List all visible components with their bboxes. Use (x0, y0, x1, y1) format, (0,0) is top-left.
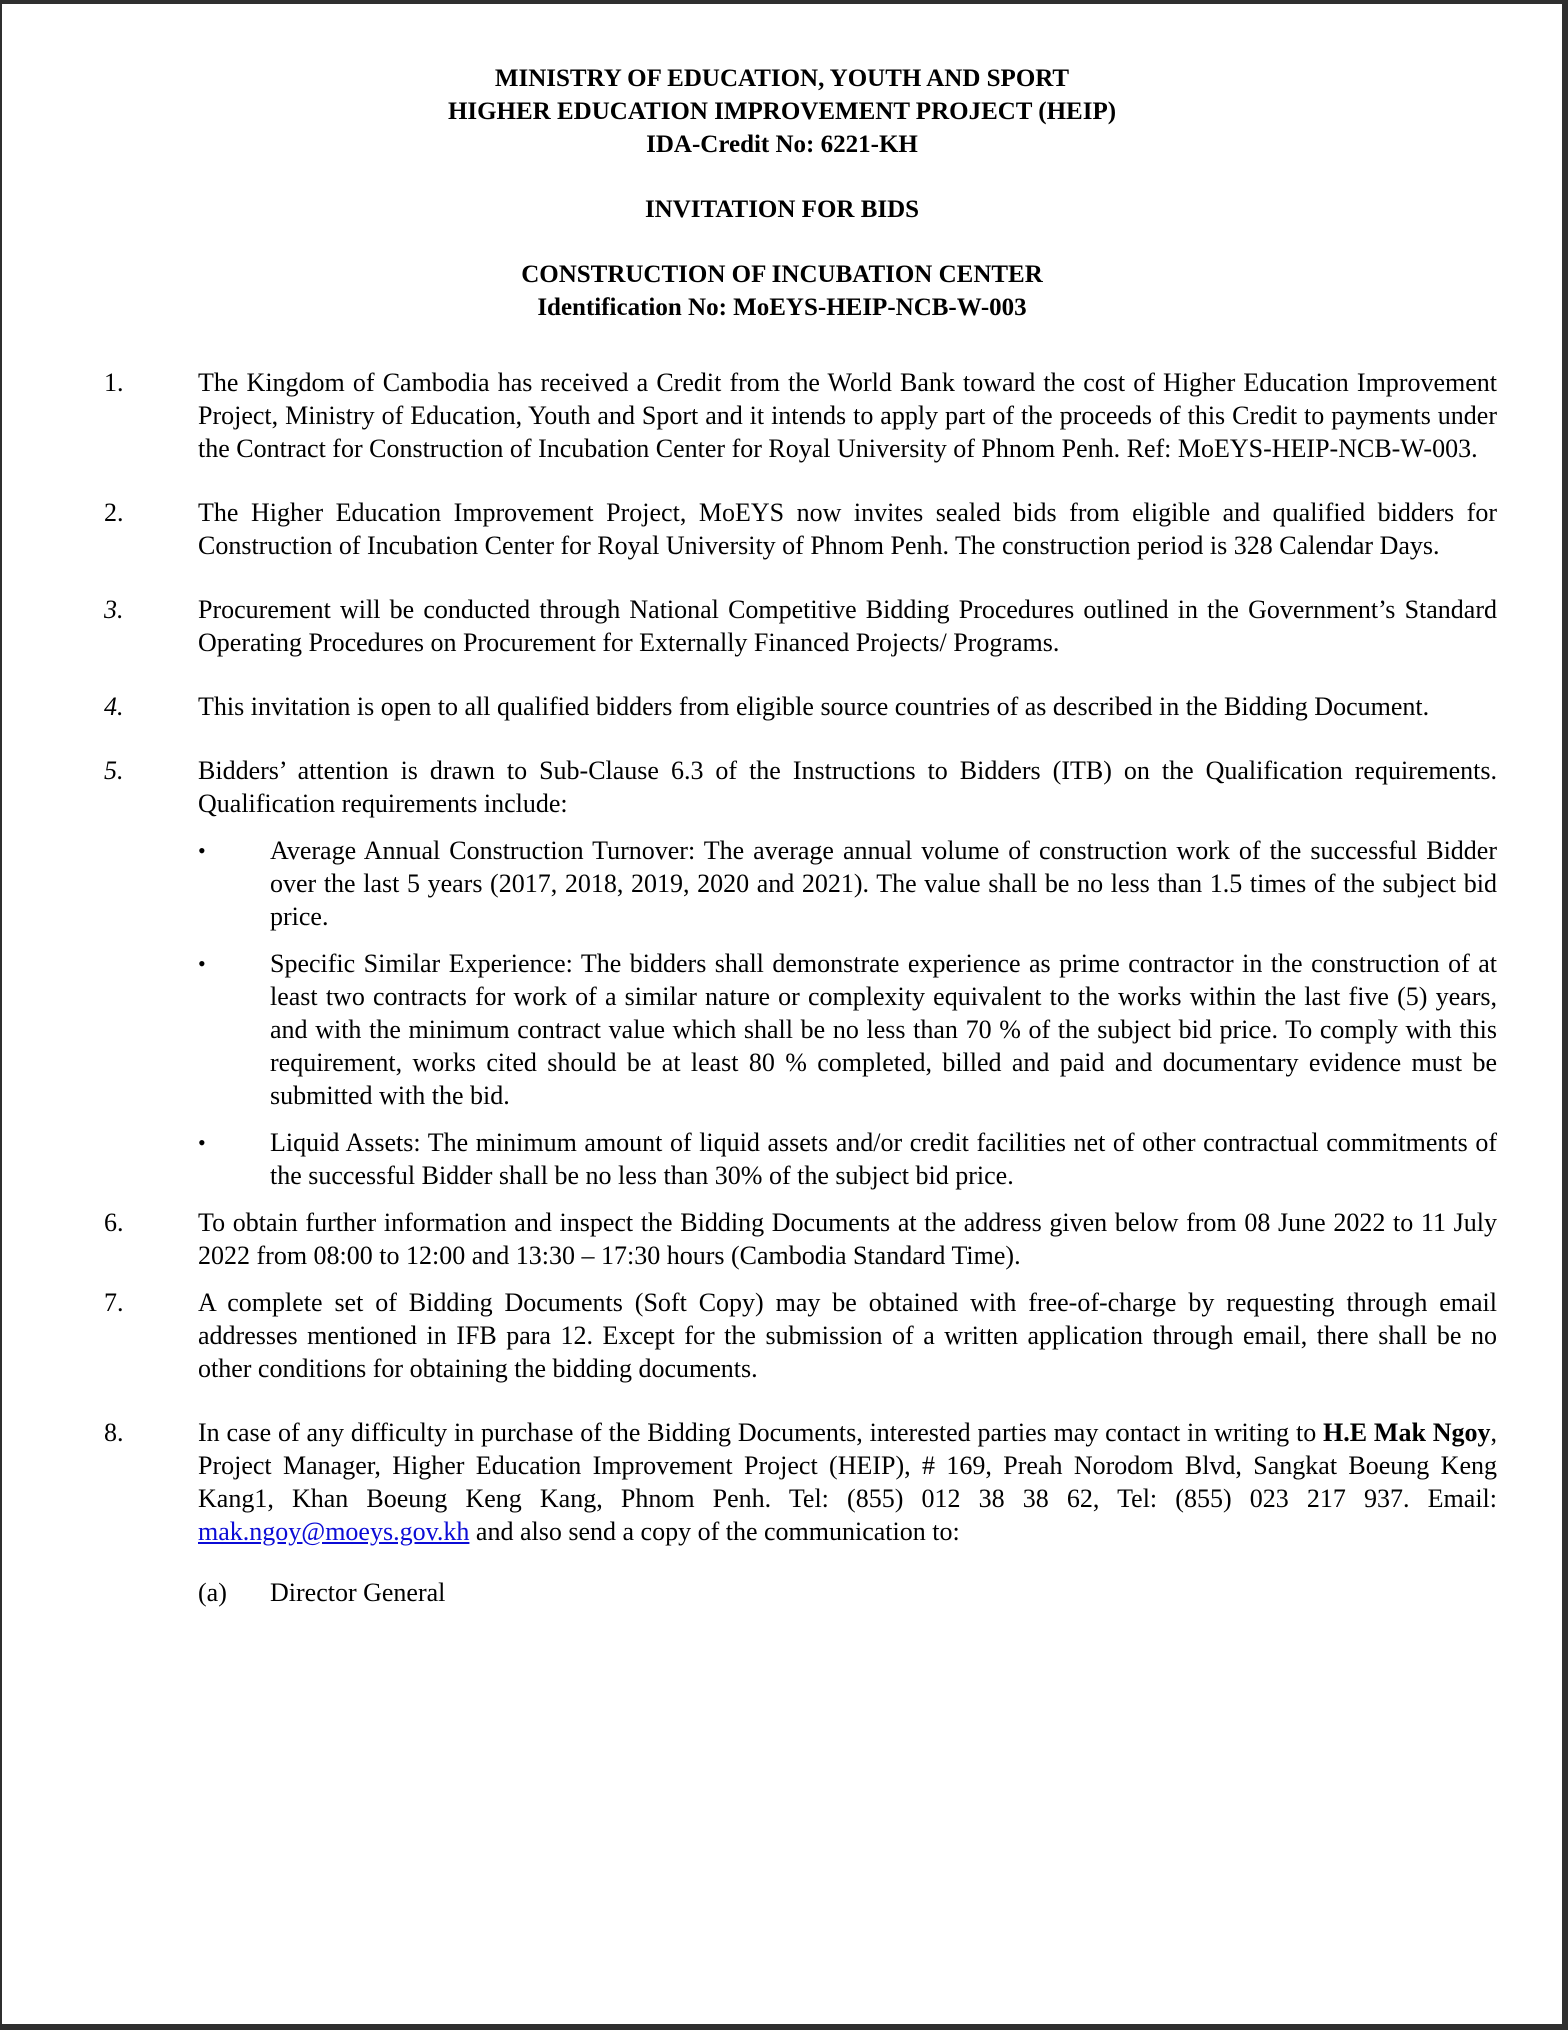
paragraph-number: 4. (104, 692, 124, 721)
paragraph-number: 1. (104, 368, 124, 397)
paragraph-text: Bidders’ attention is drawn to Sub-Clause 6.3 of the Instructions to Bidders (ITB) on the Qualification requirements. Qualification requirements include: (198, 756, 1497, 818)
paragraph-3 (104, 593, 1497, 659)
ministry-name: MINISTRY OF EDUCATION, YOUTH AND SPORT (494, 65, 1070, 92)
paragraph-text: This invitation is open to all qualified bidders from eligible source countries of as described in the Bidding Document. (198, 692, 1430, 721)
qualification-text: Average Annual Construction Turnover: The average annual volume of construction work of the successful Bidder over the last 5 years (2017, 2018, 2019, 2020 and 2021). The value shall be no less than 1.5 times of the subject bid price. (270, 836, 1497, 931)
paragraph-5 (104, 754, 1497, 1192)
contact-intro: In case of any difficulty in purchase of the Bidding Documents, interested parties may contact in writing to (198, 1418, 1324, 1447)
paragraph-8 (104, 1416, 1497, 1609)
paragraph-text: Procurement will be conducted through National Competitive Bidding Procedures outlined in the Government’s Standard Operating Procedures on Procurement for Externally Financed Projects/ Programs. (198, 595, 1497, 657)
paragraph-text: To obtain further information and inspect the Bidding Documents at the address given below from 08 June 2022 to 11 July 2022 from 08:00 to 12:00 and 13:30 – 17:30 hours (Cambodia Standard Time). (198, 1208, 1497, 1270)
sub-item-marker: (a) (198, 1578, 227, 1607)
contract-subject: CONSTRUCTION OF INCUBATION CENTER (521, 261, 1043, 288)
paragraph-number: 5. (104, 756, 124, 785)
paragraph-text (198, 1416, 1497, 1548)
paragraph-7 (104, 1286, 1497, 1385)
paragraph-text: A complete set of Bidding Documents (Soft Copy) may be obtained with free-of-charge by requesting through email addresses mentioned in IFB para 12. Except for the submission of a written application through email, there shall be no other conditions for obtaining the bidding documents. (198, 1288, 1497, 1383)
paragraph-number: 8. (104, 1418, 124, 1447)
paragraph-text: The Kingdom of Cambodia has received a Credit from the World Bank toward the cost of Higher Education Improvement Project, Ministry of Education, Youth and Sport and it intends to apply part of the proceeds of this Credit to payments under the Contract for Construction of Incubation Center for Royal University of Phnom Penh. Ref: MoEYS-HEIP-NCB-W-003. (198, 368, 1497, 463)
paragraph-1 (104, 366, 1497, 465)
copy-recipient-item (198, 1576, 1497, 1609)
qualification-item (198, 1126, 1497, 1192)
document-page (2, 4, 1562, 2024)
paragraph-2 (104, 496, 1497, 562)
contact-details: , Project Manager, Higher Education Improvement Project (HEIP), # 169, Preah Norodom Blvd, Sangkat Boeung Keng Kang1, Khan Boeung Keng Kang, Phnom Penh. Tel: (855) 012 38 38 62, Tel: (855) 023 217 937. Email: (198, 1418, 1497, 1513)
contact-outro: and also send a copy of the communication to: (469, 1517, 960, 1546)
qualification-item (198, 947, 1497, 1112)
bullet-icon: • (198, 951, 206, 976)
document-body (104, 366, 1497, 1609)
paragraph-6 (104, 1206, 1497, 1272)
bullet-icon: • (198, 1130, 206, 1155)
paragraph-text: The Higher Education Improvement Project, MoEYS now invites sealed bids from eligible and qualified bidders for Construction of Incubation Center for Royal University of Phnom Penh. The construction period is 328 Calendar Days. (198, 498, 1497, 560)
project-name: HIGHER EDUCATION IMPROVEMENT PROJECT (HEIP) (447, 98, 1117, 125)
paragraph-number: 2. (104, 498, 124, 527)
paragraph-number: 6. (104, 1208, 124, 1237)
paragraph-4 (104, 690, 1497, 723)
qualification-text: Specific Similar Experience: The bidders shall demonstrate experience as prime contractor in the construction of at least two contracts for work of a similar nature or complexity equivalent to the works within the last five (5) years, and with the minimum contract value which shall be no less than 70 % of the subject bid price. To comply with this requirement, works cited should be at least 80 % completed, billed and paid and documentary evidence must be submitted with the bid. (270, 949, 1497, 1110)
identification-number: Identification No: MoEYS-HEIP-NCB-W-003 (537, 294, 1027, 321)
paragraph-number: 3. (104, 595, 124, 624)
document-header (2, 62, 1562, 324)
bullet-icon: • (198, 838, 206, 863)
document-title: INVITATION FOR BIDS (644, 196, 920, 223)
qualification-item (198, 834, 1497, 933)
qualification-list (198, 834, 1497, 1192)
email-link[interactable]: mak.ngoy@moeys.gov.kh (198, 1517, 470, 1546)
qualification-text: Liquid Assets: The minimum amount of liquid assets and/or credit facilities net of other contractual commitments of the successful Bidder shall be no less than 30% of the subject bid price. (270, 1128, 1497, 1190)
credit-number: IDA-Credit No: 6221-KH (646, 131, 918, 158)
copy-recipient-text: Director General (270, 1578, 446, 1607)
contact-name: H.E Mak Ngoy (1323, 1418, 1491, 1447)
paragraph-number: 7. (104, 1288, 124, 1317)
